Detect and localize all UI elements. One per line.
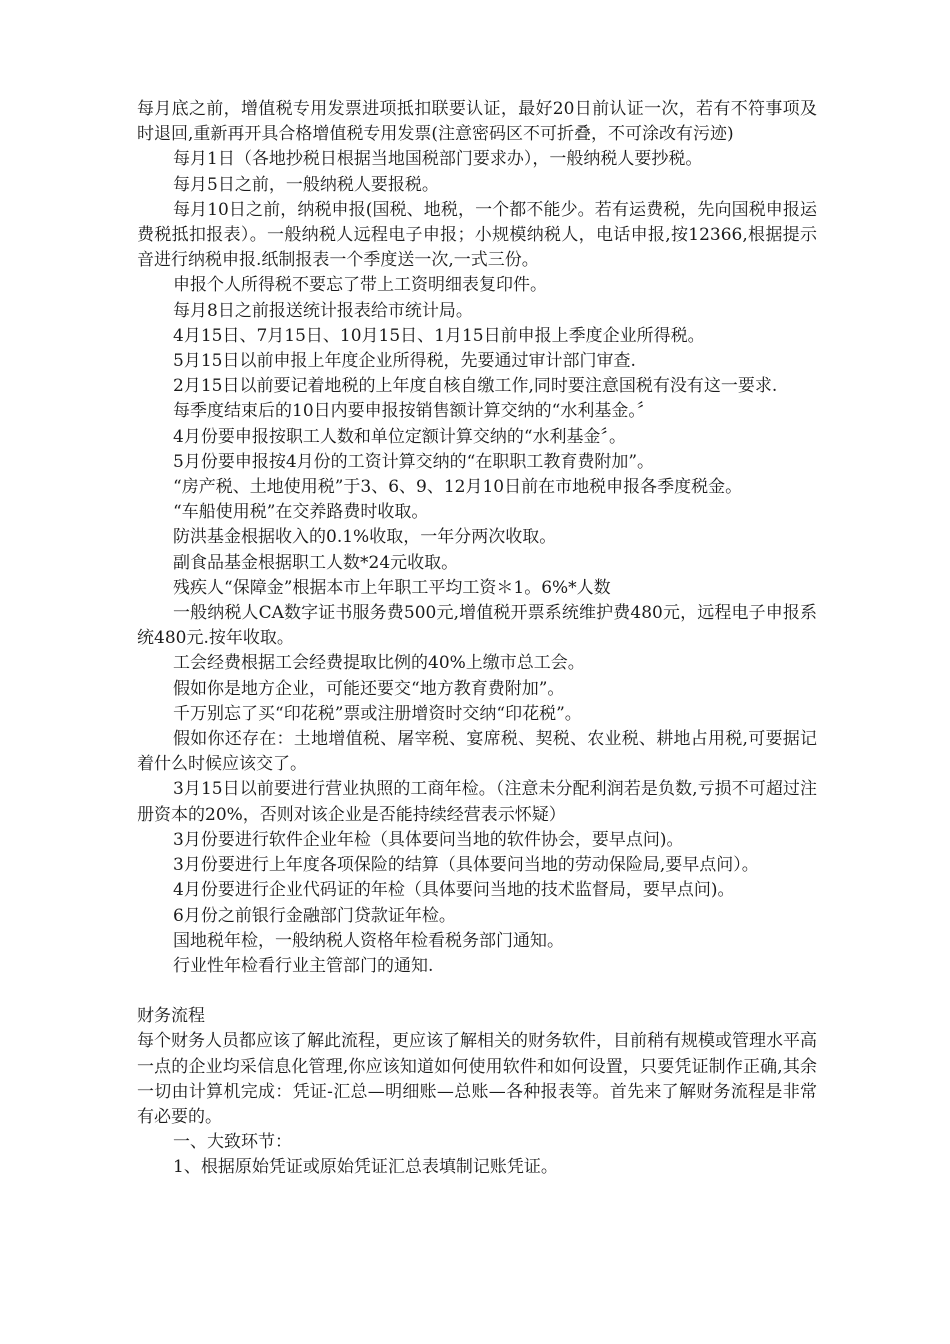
paragraph: 副食品基金根据职工人数*24元收取。 <box>173 552 459 573</box>
paragraph: 一般纳税人CA数字证书服务费500元,增值税开票系统维护费480元，远程电子申报系统480元.按年收取。 <box>137 603 817 649</box>
paragraph: 每月1日（各地抄税日根据当地国税部门要求办），一般纳税人要抄税。 <box>173 149 703 170</box>
paragraph: 5月份要申报按4月份的工资计算交纳的“在职职工教育费附加”。 <box>173 451 655 472</box>
section-intro-paragraph: 每个财务人员都应该了解此流程，更应该了解相关的财务软件，目前稍有规模或管理水平高一点的企业均采信息化管理,你应该知道如何使用软件和如何设置，只要凭证制作正确,其余一切由计算机完成：凭证-汇总—明细账—总账—各种报表等。首先来了解财务流程是非常有必要的。 <box>137 1031 817 1127</box>
paragraph: 2月15日以前要记着地税的上年度自核自缴工作,同时要注意国税有没有这一要求. <box>173 376 778 397</box>
paragraph: 3月15日以前要进行营业执照的工商年检。（注意未分配利润若是负数,亏损不可超过注册资本的20%，否则对该企业是否能持续经营表示怀疑） <box>137 779 817 825</box>
subheading-general-steps: 一、大致环节： <box>173 1132 292 1153</box>
paragraph: 千万别忘了买“印花税”票或注册增资时交纳“印花税”。 <box>173 703 582 724</box>
paragraph: 4月15日、7月15日、10月15日、1月15日前申报上季度企业所得税。 <box>173 325 705 346</box>
step-1-paragraph: 1、根据原始凭证或原始凭证汇总表填制记账凭证。 <box>173 1157 558 1178</box>
tax-schedule-section <box>137 97 817 979</box>
paragraph: 申报个人所得税不要忘了带上工资明细表复印件。 <box>173 275 547 296</box>
paragraph: 残疾人“保障金”根据本市上年职工平均工资＊1。6%*人数 <box>173 577 611 598</box>
document-page <box>137 97 817 1181</box>
section-title: 财务流程 <box>137 1006 205 1027</box>
paragraph: 4月份要申报按职工人数和单位定额计算交纳的“水利基金〞。 <box>173 426 627 447</box>
paragraph: “房产税、土地使用税”于3、6、9、12月10日前在市地税申报各季度税金。 <box>173 477 743 498</box>
paragraph: 假如你是地方企业，可能还要交“地方教育费附加”。 <box>173 678 565 699</box>
section-spacer <box>137 979 817 1004</box>
paragraph: 工会经费根据工会经费提取比例的40%上缴市总工会。 <box>173 653 585 674</box>
paragraph: 3月份要进行上年度各项保险的结算（具体要问当地的劳动保险局,要早点问）。 <box>173 855 759 876</box>
paragraph: 国地税年检，一般纳税人资格年检看税务部门通知。 <box>173 930 564 951</box>
paragraph: 4月份要进行企业代码证的年检（具体要问当地的技术监督局，要早点问)。 <box>173 880 735 901</box>
paragraph: 防洪基金根据收入的0.1%收取，一年分两次收取。 <box>173 527 557 548</box>
paragraph: 行业性年检看行业主管部门的通知. <box>173 955 434 976</box>
paragraph: 假如你还存在：土地增值税、屠宰税、宴席税、契税、农业税、耕地占用税,可要据记着什么时候应该交了。 <box>137 729 817 775</box>
paragraph: 每月底之前，增值税专用发票进项抵扣联要认证，最好20日前认证一次，若有不符事项及时退回,重新再开具合格增值税专用发票(注意密码区不可折叠，不可涂改有污迹) <box>137 99 817 145</box>
paragraph: 每季度结束后的10日内要申报按销售额计算交纳的“水利基金。〞 <box>173 401 654 422</box>
paragraph: 5月15日以前申报上年度企业所得税，先要通过审计部门审查. <box>173 351 636 372</box>
paragraph: “车船使用税”在交养路费时收取。 <box>173 502 429 523</box>
paragraph: 3月份要进行软件企业年检（具体要问当地的软件协会，要早点问)。 <box>173 829 684 850</box>
paragraph: 每月8日之前报送统计报表给市统计局。 <box>173 300 473 321</box>
paragraph: 每月5日之前，一般纳税人要报税。 <box>173 174 439 195</box>
paragraph: 6月份之前银行金融部门贷款证年检。 <box>173 905 456 926</box>
paragraph: 每月10日之前，纳税申报(国税、地税，一个都不能少。若有运费税，先向国税申报运费税抵扣报表）。一般纳税人远程电子申报；小规模纳税人，电话申报,按12366,根据提示音进行纳税申报.纸制报表一个季度送一次,一式三份。 <box>137 199 817 271</box>
